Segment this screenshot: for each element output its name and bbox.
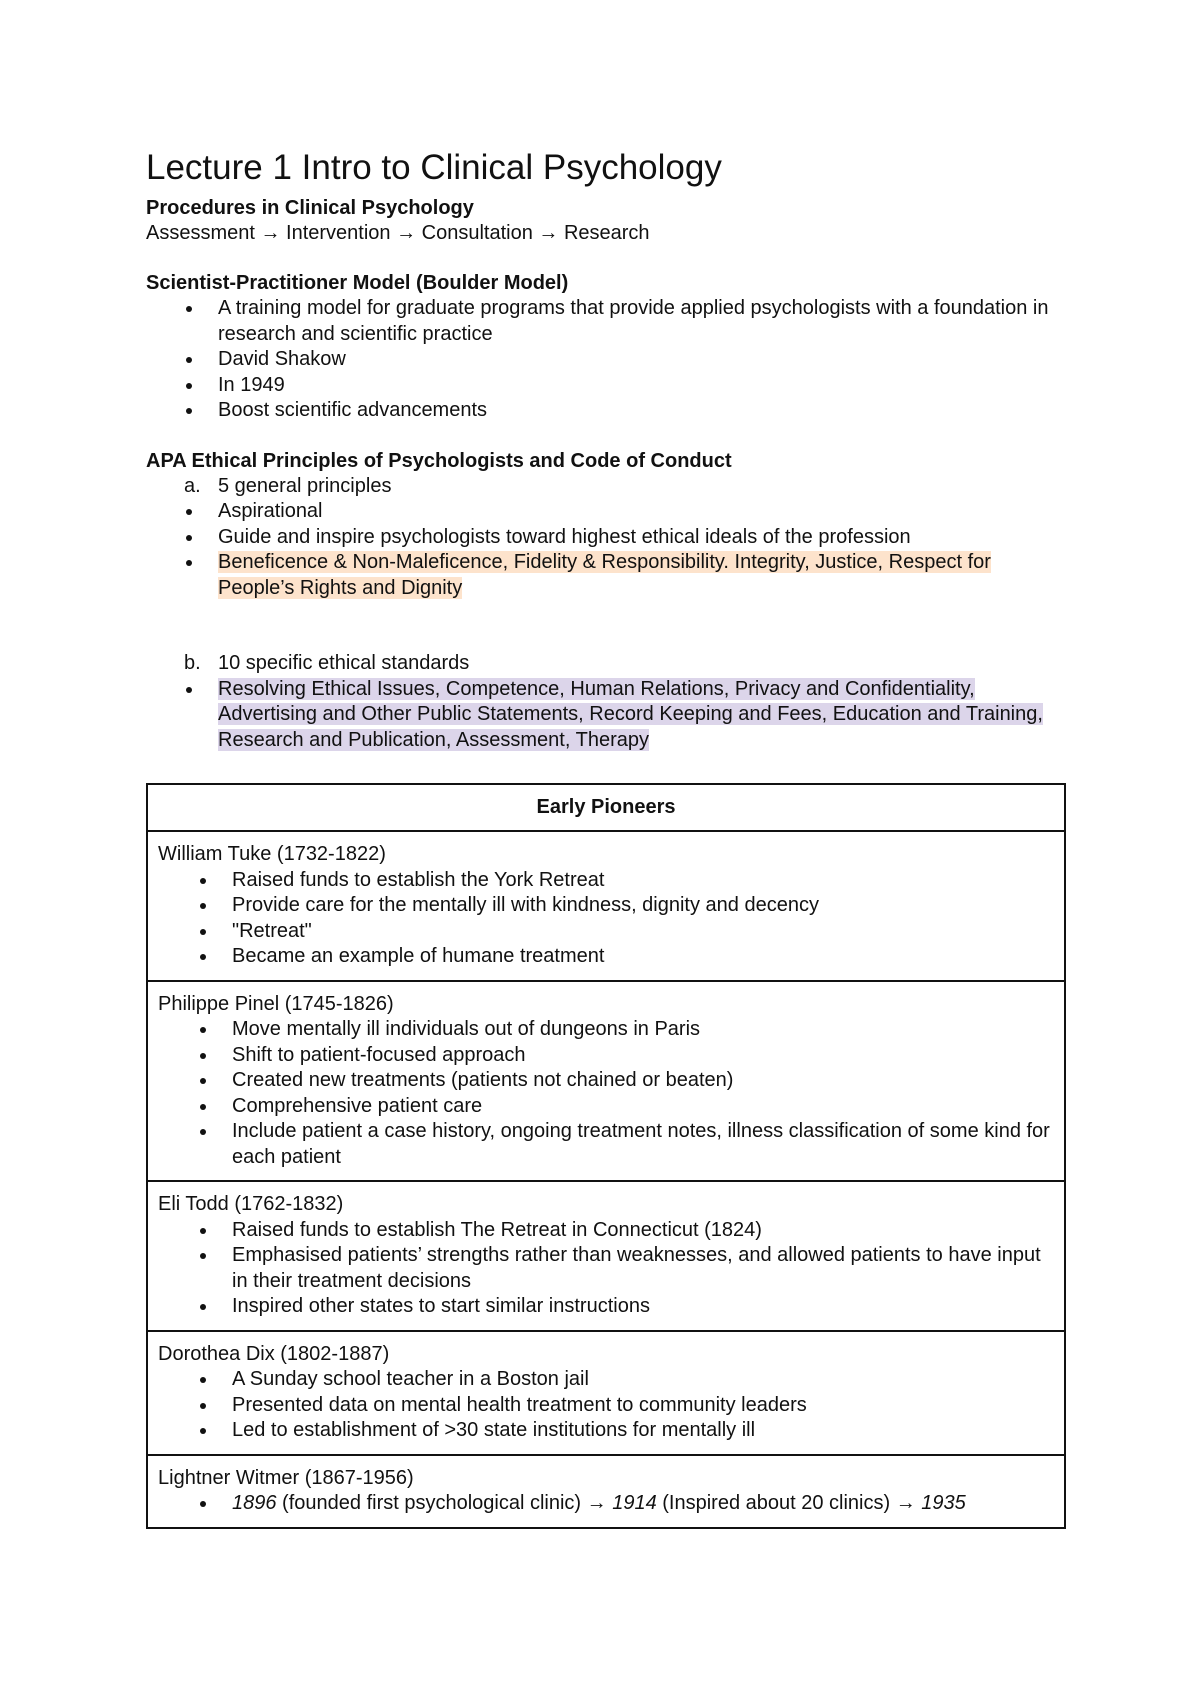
list-item: David Shakow xyxy=(146,347,1066,373)
procedures-heading: Procedures in Clinical Psychology xyxy=(146,197,474,219)
bullet-icon xyxy=(200,1304,206,1310)
scientist-list xyxy=(146,296,1066,424)
bullet-icon xyxy=(200,1501,206,1507)
pioneer-name: Lightner Witmer (1867-1956) xyxy=(158,1466,414,1489)
scientist-heading: Scientist-Practitioner Model (Boulder Model) xyxy=(146,272,569,294)
bullet-icon xyxy=(200,929,206,935)
pioneers-table xyxy=(146,783,1066,1529)
bullet-icon xyxy=(186,560,192,566)
pioneers-table-header: Early Pioneers xyxy=(147,784,1065,831)
list-item: Became an example of humane treatment xyxy=(158,944,1056,970)
bullet-icon xyxy=(200,1403,206,1409)
bullet-icon xyxy=(186,687,192,693)
table-row xyxy=(147,1181,1065,1331)
apa-heading: APA Ethical Principles of Psychologists and Code of Conduct xyxy=(146,449,732,472)
page-title: Lecture 1 Intro to Clinical Psychology xyxy=(146,148,722,187)
list-item: A Sunday school teacher in a Boston jail xyxy=(158,1367,1056,1393)
list-item: Aspirational xyxy=(146,499,1066,525)
list-item: Presented data on mental health treatment to community leaders xyxy=(158,1393,1056,1419)
table-row xyxy=(147,1455,1065,1528)
list-item xyxy=(146,677,1066,754)
list-item: b. 10 specific ethical standards xyxy=(184,652,470,674)
list-item: Comprehensive patient care xyxy=(158,1094,1056,1120)
bullet-icon xyxy=(186,509,192,515)
list-item: Shift to patient-focused approach xyxy=(158,1043,1056,1069)
bullet-icon xyxy=(200,954,206,960)
bullet-icon xyxy=(186,535,192,541)
list-item: Led to establishment of >30 state institutions for mentally ill xyxy=(158,1418,1056,1444)
apa-list-a xyxy=(146,474,1066,602)
highlighted-text: Resolving Ethical Issues, Competence, Human Relations, Privacy and Confidentiality, Advertising and Other Public Statements, Record Keeping and Fees, Education and Training, Research and Publication, Assessment, Therapy xyxy=(218,677,1043,751)
list-item: Raised funds to establish the York Retreat xyxy=(158,868,1056,894)
bullet-icon xyxy=(186,357,192,363)
highlighted-text: Beneficence & Non-Maleficence, Fidelity & Responsibility. Integrity, Justice, Respect for People’s Rights and Dignity xyxy=(218,551,991,599)
bullet-icon xyxy=(200,1027,206,1033)
pioneer-name: Eli Todd (1762-1832) xyxy=(158,1193,344,1215)
list-item: Include patient a case history, ongoing treatment notes, illness classification of some kind for each patient xyxy=(158,1119,1056,1170)
table-row xyxy=(147,981,1065,1182)
bullet-icon xyxy=(200,1078,206,1084)
list-item: Guide and inspire psychologists toward highest ethical ideals of the profession xyxy=(146,525,1066,551)
bullet-icon xyxy=(186,383,192,389)
document-content xyxy=(146,146,1066,1529)
list-item: Emphasised patients’ strengths rather than weaknesses, and allowed patients to have input in their treatment decisions xyxy=(158,1243,1056,1294)
list-item: Provide care for the mentally ill with kindness, dignity and decency xyxy=(158,893,1056,919)
bullet-icon xyxy=(200,903,206,909)
bullet-icon xyxy=(200,1228,206,1234)
list-item: 1896 (founded first psychological clinic) → 1914 (Inspired about 20 clinics) → 1935 xyxy=(158,1491,1056,1517)
pioneer-name: Dorothea Dix (1802-1887) xyxy=(158,1342,390,1365)
bullet-icon xyxy=(186,408,192,414)
list-item: A training model for graduate programs that provide applied psychologists with a foundation in research and scientific practice xyxy=(146,296,1066,347)
bullet-icon xyxy=(200,1428,206,1434)
list-item: Boost scientific advancements xyxy=(146,398,1066,424)
list-item xyxy=(146,550,1066,601)
pioneer-name: William Tuke (1732-1822) xyxy=(158,843,386,865)
list-item: Created new treatments (patients not chained or beaten) xyxy=(158,1068,1056,1094)
list-item: a. 5 general principles xyxy=(184,474,392,497)
list-item: Inspired other states to start similar instructions xyxy=(158,1294,1056,1320)
table-row xyxy=(147,831,1065,981)
list-item: In 1949 xyxy=(146,373,1066,399)
bullet-icon xyxy=(200,1053,206,1059)
bullet-icon xyxy=(200,1129,206,1135)
list-item: "Retreat" xyxy=(158,919,1056,945)
list-item: Raised funds to establish The Retreat in Connecticut (1824) xyxy=(158,1218,1056,1244)
pioneer-name: Philippe Pinel (1745-1826) xyxy=(158,992,394,1015)
bullet-icon xyxy=(200,1253,206,1259)
bullet-icon xyxy=(186,306,192,312)
list-item: Move mentally ill individuals out of dungeons in Paris xyxy=(158,1017,1056,1043)
table-row xyxy=(147,1331,1065,1455)
bullet-icon xyxy=(200,1104,206,1110)
bullet-icon xyxy=(200,878,206,884)
procedures-text: Assessment → Intervention → Consultation → Research xyxy=(146,222,650,244)
apa-list-b xyxy=(146,651,1066,753)
bullet-icon xyxy=(200,1377,206,1383)
